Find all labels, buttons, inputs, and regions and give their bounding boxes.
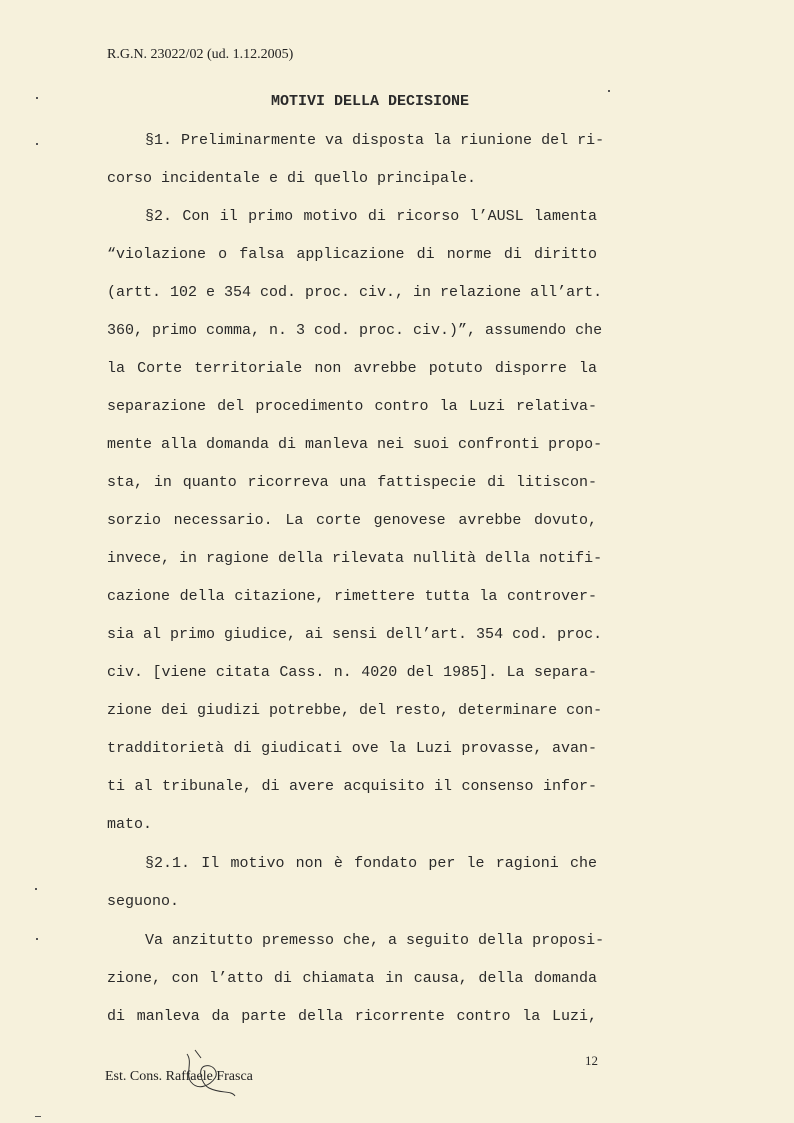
page-number: 12 bbox=[585, 1053, 598, 1068]
text-line: di manleva da parte della ricorrente contro la Luzi, bbox=[107, 1008, 597, 1025]
text-line: sia al primo giudice, ai sensi dell’art. 354 cod. proc. bbox=[107, 626, 603, 643]
text-line: tradditorietà di giudicati ove la Luzi provasse, avan- bbox=[107, 740, 597, 757]
text-line: (artt. 102 e 354 cod. proc. civ., in relazione all’art. bbox=[107, 284, 603, 301]
text-line: civ. [viene citata Cass. n. 4020 del 1985]. La separa- bbox=[107, 664, 597, 681]
handwritten-signature bbox=[165, 1048, 245, 1098]
text-line: sorzio necessario. La corte genovese avrebbe dovuto, bbox=[107, 512, 597, 529]
text-line: cazione della citazione, rimettere tutta la controver- bbox=[107, 588, 597, 605]
text-line: §2.1. Il motivo non è fondato per le ragioni che bbox=[145, 855, 597, 872]
text-line: §2. Con il primo motivo di ricorso l’AUSL lamenta bbox=[145, 208, 597, 225]
scan-speck bbox=[36, 938, 38, 940]
text-line: invece, in ragione della rilevata nullità della notifi- bbox=[107, 550, 603, 567]
text-line: 360, primo comma, n. 3 cod. proc. civ.)”, assumendo che bbox=[107, 322, 603, 339]
text-line: zione, con l’atto di chiamata in causa, della domanda bbox=[107, 970, 597, 987]
scan-speck bbox=[35, 1116, 41, 1117]
author-signature-line: Est. Cons. Raffaele Frasca bbox=[105, 1069, 253, 1084]
scan-speck bbox=[35, 888, 37, 890]
scan-speck bbox=[36, 143, 38, 145]
text-line: ti al tribunale, di avere acquisito il consenso infor- bbox=[107, 778, 597, 795]
text-line: mente alla domanda di manleva nei suoi confronti propo- bbox=[107, 436, 603, 453]
text-line: corso incidentale e di quello principale. bbox=[107, 170, 477, 187]
text-line: §1. Preliminarmente va disposta la riunione del ri- bbox=[145, 132, 605, 149]
text-line: la Corte territoriale non avrebbe potuto disporre la bbox=[107, 360, 597, 377]
text-line: sta, in quanto ricorreva una fattispecie di litiscon- bbox=[107, 474, 597, 491]
text-line: Va anzitutto premesso che, a seguito della proposi- bbox=[145, 932, 605, 949]
text-line: “violazione o falsa applicazione di norme di diritto bbox=[107, 246, 597, 263]
scan-speck bbox=[608, 90, 610, 92]
text-line: zione dei giudizi potrebbe, del resto, determinare con- bbox=[107, 702, 603, 719]
section-title: MOTIVI DELLA DECISIONE bbox=[270, 93, 470, 110]
case-reference: R.G.N. 23022/02 (ud. 1.12.2005) bbox=[107, 47, 294, 62]
text-line: separazione del procedimento contro la Luzi relativa- bbox=[107, 398, 597, 415]
scan-speck bbox=[36, 97, 38, 99]
text-line: seguono. bbox=[107, 893, 180, 910]
text-line: mato. bbox=[107, 816, 153, 833]
